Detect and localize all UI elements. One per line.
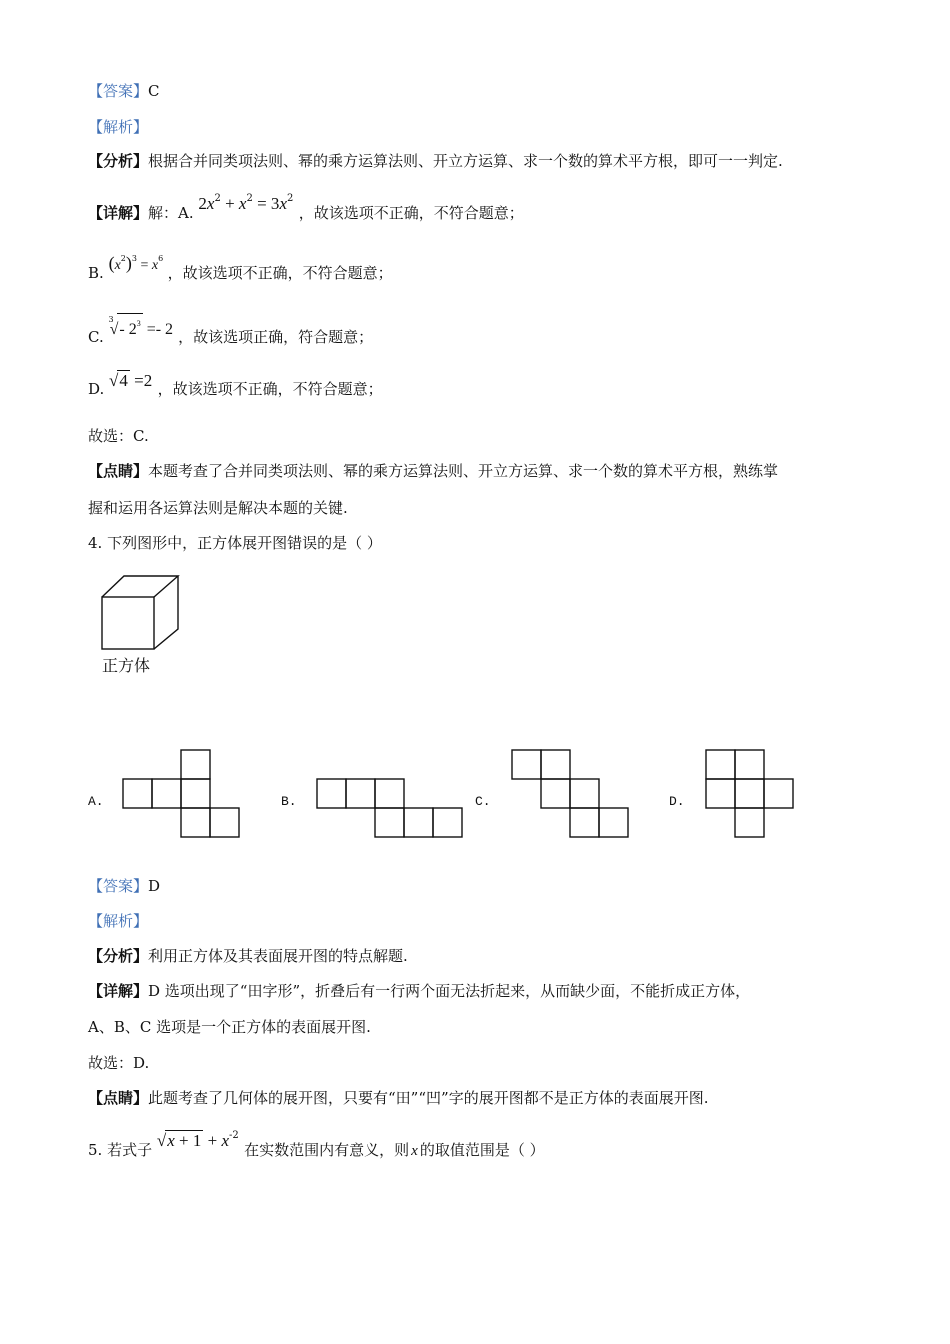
q4-fenxi-line — [88, 946, 408, 966]
option-b-label: B. — [281, 794, 297, 809]
fenxi-text: 利用正方体及其表面展开图的特点解题. — [148, 947, 408, 965]
q3-comment-line-1 — [88, 461, 778, 481]
detail-tag: 【详解】 — [88, 982, 149, 1000]
q4-choose: 故选：D. — [88, 1054, 150, 1072]
net-option-c — [511, 749, 631, 839]
q3-detail-b-line — [88, 253, 393, 285]
detail-tag: 【详解】 — [88, 204, 149, 222]
q3-choose: 故选：C. — [88, 427, 149, 445]
option-c-verdict: ，故该选项正确，符合题意； — [178, 328, 374, 346]
answer-tag: 【答案】 — [88, 877, 149, 895]
q3-detail-d-line — [88, 371, 383, 399]
c-prefix: C. — [88, 328, 104, 346]
cube-figure — [98, 573, 184, 653]
q5-variable: x — [411, 1143, 418, 1159]
net-option-a — [122, 749, 242, 839]
q3-analysis-tag: 【解析】 — [88, 118, 149, 136]
formula-a: $2x^2 + x^2 = 3x^2$ — [198, 193, 294, 213]
q5-suffix-2: 的取值范围是（ ） — [419, 1141, 545, 1159]
q3-answer-line — [88, 81, 160, 101]
option-a-label: A. — [88, 794, 104, 809]
comment-tag: 【点睛】 — [88, 1089, 149, 1107]
comment-text: 此题考查了几何体的展开图，只要有“田”“凹”字的展开图都不是正方体的表面展开图. — [148, 1089, 709, 1107]
q4-answer-line — [88, 876, 160, 896]
q4-detail-line-2: A、B、C 选项是一个正方体的表面展开图. — [88, 1018, 371, 1036]
q3-detail-c-line — [88, 315, 374, 348]
q5-suffix-1: 在实数范围内有意义，则 — [244, 1141, 410, 1159]
net-option-b — [316, 778, 466, 840]
q4-comment-line — [88, 1088, 708, 1108]
answer-value: C — [148, 82, 160, 100]
q4-detail-line-1 — [88, 981, 750, 1001]
option-b-verdict: ，故该选项不正确，不符合题意； — [167, 264, 393, 282]
formula-d: √4 =2 — [109, 371, 153, 390]
q3-fenxi-line — [88, 151, 783, 171]
detail-text-1: D 选项出现了“田字形”，折叠后有一行两个面无法折起来，从而缺少面，不能折成正方体， — [148, 982, 751, 1000]
q5-prefix: 5. 若式子 — [88, 1141, 153, 1159]
d-prefix: D. — [88, 380, 105, 398]
option-c-label: C. — [475, 794, 491, 809]
q4-question: 4. 下列图形中，正方体展开图错误的是（ ） — [88, 534, 382, 552]
answer-tag: 【答案】 — [88, 82, 149, 100]
fenxi-tag: 【分析】 — [88, 947, 149, 965]
comment-text-1: 本题考查了合并同类项法则、幂的乘方运算法则、开立方运算、求一个数的算术平方根，熟练掌 — [148, 462, 779, 480]
answer-value: D — [148, 877, 161, 895]
q4-analysis-tag: 【解析】 — [88, 912, 149, 930]
net-option-d — [705, 749, 797, 839]
detail-prefix: 解：A. — [148, 204, 194, 222]
formula-b: $(x^2)^3 = x^6$ — [108, 253, 164, 273]
fenxi-text: 根据合并同类项法则、幂的乘方运算法则、开立方运算、求一个数的算术平方根，即可一一判定. — [148, 152, 783, 170]
b-prefix: B. — [88, 264, 104, 282]
fenxi-tag: 【分析】 — [88, 152, 149, 170]
q3-comment-line-2: 握和运用各运算法则是解决本题的关键. — [88, 499, 348, 517]
cube-caption: 正方体 — [102, 656, 151, 675]
q5-question — [88, 1130, 545, 1161]
comment-tag: 【点睛】 — [88, 462, 149, 480]
option-a-verdict: ，故该选项不正确，不符合题意； — [298, 204, 524, 222]
option-d-verdict: ，故该选项不正确，不符合题意； — [157, 380, 383, 398]
option-d-label: D. — [669, 794, 685, 809]
q3-detail-a-line — [88, 193, 524, 223]
q5-formula: $√x + 1 + x^{-2}$ — [156, 1130, 239, 1150]
formula-c: $^3$√- $2^3 =- 2$ — [108, 315, 174, 338]
